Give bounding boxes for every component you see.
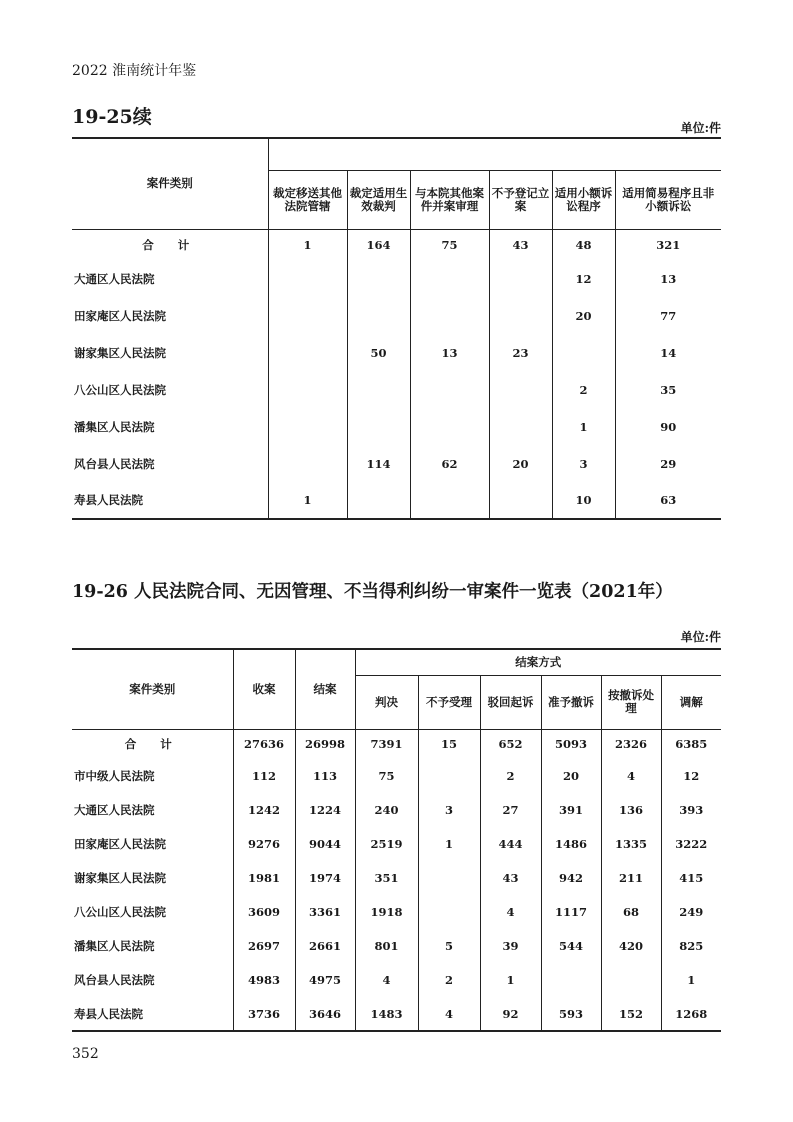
table1-cell: 63 — [615, 482, 721, 519]
table2-cell — [418, 861, 480, 895]
table1-cell: 3 — [552, 445, 615, 482]
table2-cell: 3646 — [295, 997, 355, 1031]
table2-cell: 15 — [418, 729, 480, 759]
table2-cell: 112 — [233, 759, 295, 793]
table2-row-label: 八公山区人民法院 — [74, 905, 166, 919]
table2-row-label: 谢家集区人民法院 — [74, 871, 166, 885]
table2-cell — [541, 963, 601, 997]
table2-cell: 249 — [661, 895, 721, 929]
table1-cell: 164 — [347, 229, 410, 260]
table1-cell — [410, 260, 489, 297]
table2-cell: 415 — [661, 861, 721, 895]
table2-cell: 1483 — [355, 997, 418, 1031]
table1-cell: 1 — [552, 408, 615, 445]
table2-cell: 2 — [480, 759, 541, 793]
table1-cell — [268, 408, 347, 445]
table2-cell: 26998 — [295, 729, 355, 759]
table2-cell: 1224 — [295, 793, 355, 827]
table1-cell — [410, 408, 489, 445]
table2-cell: 9276 — [233, 827, 295, 861]
table1-cell — [489, 482, 552, 519]
table2-cell: 4 — [601, 759, 661, 793]
table2-cell: 211 — [601, 861, 661, 895]
table2-cell: 4983 — [233, 963, 295, 997]
table2-cell: 420 — [601, 929, 661, 963]
table2-cell: 2326 — [601, 729, 661, 759]
table2-col-received: 收案 — [233, 649, 295, 729]
table2-cell: 39 — [480, 929, 541, 963]
table1-cell: 10 — [552, 482, 615, 519]
table1-row-label: 合 计 — [142, 237, 200, 252]
table2-cell: 5 — [418, 929, 480, 963]
table1-cell — [489, 371, 552, 408]
table2-cell: 2 — [418, 963, 480, 997]
table2-col-header: 判决 — [355, 675, 418, 729]
table1-cell: 321 — [615, 229, 721, 260]
table1-cell — [268, 260, 347, 297]
table1-cell: 50 — [347, 334, 410, 371]
table1-cell: 35 — [615, 371, 721, 408]
table2-row — [72, 895, 721, 929]
table1-cell — [489, 408, 552, 445]
table2-cell: 2697 — [233, 929, 295, 963]
table2-cell: 4 — [355, 963, 418, 997]
table2-cell: 444 — [480, 827, 541, 861]
table2-cell: 12 — [661, 759, 721, 793]
table2-row — [72, 793, 721, 827]
table1-cell: 77 — [615, 297, 721, 334]
table1-row-label: 八公山区人民法院 — [74, 382, 166, 397]
table2-row-label: 合 计 — [124, 737, 182, 752]
table2-cell: 43 — [480, 861, 541, 895]
table2-cell: 801 — [355, 929, 418, 963]
table1-col-header: 与本院其他案件并案审理 — [410, 170, 489, 229]
page-number: 352 — [72, 1046, 99, 1062]
table1-row — [72, 260, 721, 297]
table2-cell: 1 — [661, 963, 721, 997]
table2-row-label: 市中级人民法院 — [74, 769, 155, 783]
table2-cell: 825 — [661, 929, 721, 963]
table2-cell: 5093 — [541, 729, 601, 759]
table1-cell: 43 — [489, 229, 552, 260]
table1-row-label: 潘集区人民法院 — [74, 419, 155, 434]
table2-cell: 393 — [661, 793, 721, 827]
table1-cell: 1 — [268, 229, 347, 260]
table2-col-header: 驳回起诉 — [480, 675, 541, 729]
table1-title: 19-25续 — [72, 106, 152, 128]
table1-cell — [268, 334, 347, 371]
table2-cell: 68 — [601, 895, 661, 929]
table2-cell: 2519 — [355, 827, 418, 861]
table2-cell — [418, 895, 480, 929]
table2-cell: 942 — [541, 861, 601, 895]
table2-row — [72, 861, 721, 895]
table1-unit: 单位:件 — [680, 121, 721, 135]
table1-cell: 20 — [552, 297, 615, 334]
table2-cell: 1 — [480, 963, 541, 997]
table1-row — [72, 334, 721, 371]
table2-cell: 1242 — [233, 793, 295, 827]
table2-cell: 593 — [541, 997, 601, 1031]
table1-row — [72, 371, 721, 408]
table2-col-header: 调解 — [661, 675, 721, 729]
table2-cell — [601, 963, 661, 997]
table2-cell: 1486 — [541, 827, 601, 861]
table1-cell — [268, 297, 347, 334]
table1-row-label: 大通区人民法院 — [74, 271, 155, 286]
table1-cell: 48 — [552, 229, 615, 260]
table2-col-header: 不予受理 — [418, 675, 480, 729]
table1-row — [72, 229, 721, 260]
table1-cell — [268, 445, 347, 482]
table2-col-closed: 结案 — [295, 649, 355, 729]
table1-cell: 13 — [615, 260, 721, 297]
table1-row-label: 田家庵区人民法院 — [74, 308, 166, 323]
table1-cell — [347, 260, 410, 297]
table2-cell: 4975 — [295, 963, 355, 997]
table2-cell: 1981 — [233, 861, 295, 895]
table2-cell: 6385 — [661, 729, 721, 759]
table1-cell: 1 — [268, 482, 347, 519]
table2-cell: 3736 — [233, 997, 295, 1031]
table2-cell: 1117 — [541, 895, 601, 929]
table2-cell: 27 — [480, 793, 541, 827]
table2-cell: 1 — [418, 827, 480, 861]
table1-cell — [410, 482, 489, 519]
table1-cell: 62 — [410, 445, 489, 482]
table1-row-header: 案件类别 — [72, 138, 268, 229]
table2-cell: 351 — [355, 861, 418, 895]
table2-cell: 20 — [541, 759, 601, 793]
table2-cell: 544 — [541, 929, 601, 963]
table1-col-header: 裁定适用生效裁判 — [347, 170, 410, 229]
table2-row — [72, 759, 721, 793]
table1-cell — [410, 371, 489, 408]
table2-cell: 7391 — [355, 729, 418, 759]
table1-row — [72, 482, 721, 519]
table2-row — [72, 929, 721, 963]
table2-cell: 2661 — [295, 929, 355, 963]
table1-cell — [489, 297, 552, 334]
table2-cell: 1335 — [601, 827, 661, 861]
table2-title: 19-26 人民法院合同、无因管理、不当得利纠纷一审案件一览表（2021年） — [72, 582, 673, 602]
table2-cell: 4 — [418, 997, 480, 1031]
table1-cell: 23 — [489, 334, 552, 371]
table1-cell — [347, 371, 410, 408]
table2-cell: 3361 — [295, 895, 355, 929]
table1-cell: 75 — [410, 229, 489, 260]
table1-cell — [268, 371, 347, 408]
table2-cell: 27636 — [233, 729, 295, 759]
running-header: 2022 淮南统计年鉴 — [72, 63, 197, 79]
table2-cell: 1974 — [295, 861, 355, 895]
table2-row — [72, 997, 721, 1031]
table1-blank-group — [268, 138, 721, 170]
table1-row-label: 风台县人民法院 — [74, 456, 155, 471]
table2-cell: 113 — [295, 759, 355, 793]
table2-cell: 9044 — [295, 827, 355, 861]
table2-row — [72, 827, 721, 861]
table2-cell: 3 — [418, 793, 480, 827]
table2-cell: 652 — [480, 729, 541, 759]
table2-row — [72, 729, 721, 759]
table1-cell — [410, 297, 489, 334]
table1-cell: 90 — [615, 408, 721, 445]
table1-col-header: 裁定移送其他法院管辖 — [268, 170, 347, 229]
table2-col-header: 准予撤诉 — [541, 675, 601, 729]
table1-cell: 29 — [615, 445, 721, 482]
table2-cell: 136 — [601, 793, 661, 827]
table2-row-label: 寿县人民法院 — [74, 1006, 143, 1021]
table2-row-header: 案件类别 — [72, 649, 233, 729]
table2-row-label: 田家庵区人民法院 — [74, 837, 166, 851]
table1-cell — [347, 482, 410, 519]
table1-row — [72, 445, 721, 482]
table1-cell — [347, 408, 410, 445]
table2-unit: 单位:件 — [680, 630, 721, 644]
table2-row — [72, 963, 721, 997]
table1-row — [72, 297, 721, 334]
table2-cell: 240 — [355, 793, 418, 827]
table1-cell — [552, 334, 615, 371]
table2-cell: 152 — [601, 997, 661, 1031]
table2-cell: 4 — [480, 895, 541, 929]
table1-row — [72, 408, 721, 445]
table1-cell — [347, 297, 410, 334]
table2-cell: 75 — [355, 759, 418, 793]
table1-col-header: 适用小额诉讼程序 — [552, 170, 615, 229]
table1-cell — [489, 260, 552, 297]
table1-col-header: 适用简易程序且非小额诉讼 — [615, 170, 721, 229]
table1-cell: 20 — [489, 445, 552, 482]
table2-cell: 1268 — [661, 997, 721, 1031]
table2 — [72, 648, 721, 1032]
table2-row-label: 大通区人民法院 — [74, 803, 155, 817]
table1-col-header: 不予登记立案 — [489, 170, 552, 229]
table1 — [72, 137, 721, 520]
table2-cell — [418, 759, 480, 793]
table2-row-label: 潘集区人民法院 — [74, 939, 155, 953]
table1-cell: 13 — [410, 334, 489, 371]
table2-cell: 1918 — [355, 895, 418, 929]
table2-cell: 3222 — [661, 827, 721, 861]
table1-row-label: 寿县人民法院 — [74, 493, 143, 507]
table1-row-label: 谢家集区人民法院 — [74, 345, 166, 360]
table1-cell: 12 — [552, 260, 615, 297]
table1-cell: 114 — [347, 445, 410, 482]
table1-cell: 2 — [552, 371, 615, 408]
table2-cell: 3609 — [233, 895, 295, 929]
table1-cell: 14 — [615, 334, 721, 371]
table2-group-header: 结案方式 — [355, 649, 721, 675]
table2-cell: 391 — [541, 793, 601, 827]
table2-cell: 92 — [480, 997, 541, 1031]
table2-col-header: 按撤诉处理 — [601, 675, 661, 729]
table2-row-label: 风台县人民法院 — [74, 973, 155, 987]
